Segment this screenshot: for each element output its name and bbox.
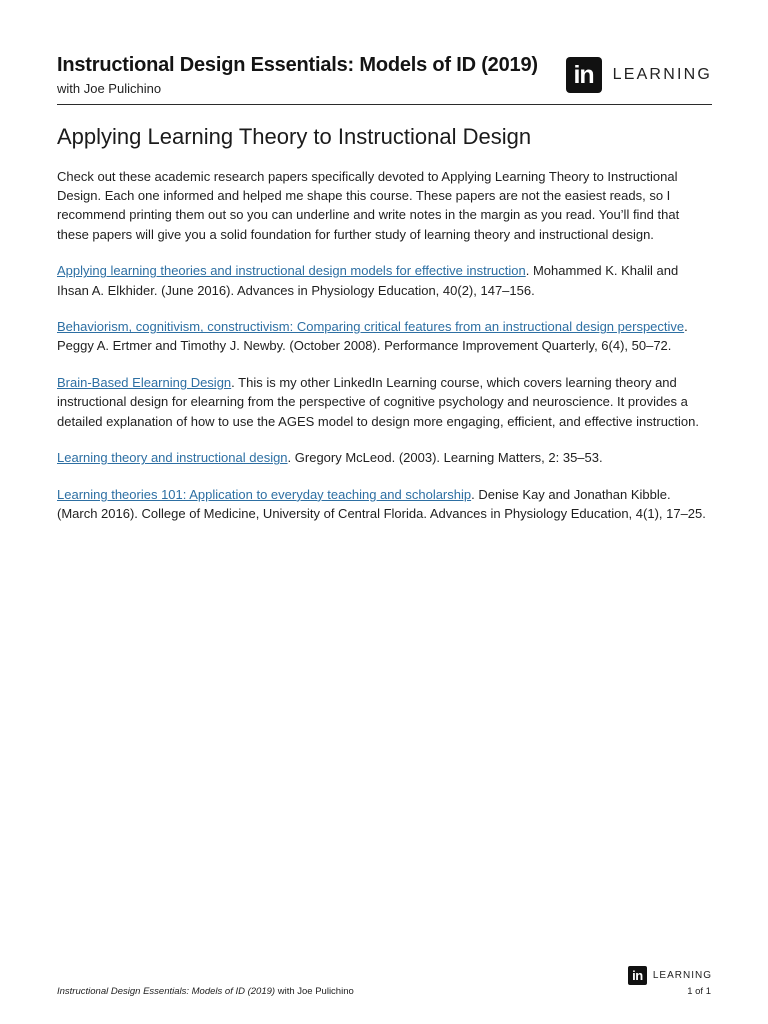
reference-item xyxy=(57,373,712,431)
page-number: 1 of 1 xyxy=(687,986,711,997)
section-title: Applying Learning Theory to Instructional Design xyxy=(57,124,532,149)
reference-link[interactable]: Learning theories 101: Application to everyday teaching and scholarship xyxy=(57,486,472,502)
course-title: Instructional Design Essentials: Models of ID (2019) xyxy=(57,54,538,76)
reference-item xyxy=(57,261,712,299)
linkedin-in-icon: in xyxy=(628,966,647,985)
reference-text: . Denise Kay and Jonathan Kibble. (March 2016). College of Medicine, University of Central Florida. Advances in Physiology Education, 4(1), 17–25. xyxy=(57,486,706,522)
intro-paragraph: Check out these academic research papers specifically devoted to Applying Learning Theory to Instructional Design. Each one informed and helped me shape this course. These papers are not the easiest reads, so I recommend printing them out so you can underline and write notes in the margin as you read. You’ll find that these papers will give you a solid foundation for further study of learning theory and instructional design. xyxy=(57,169,680,242)
reference-link[interactable]: Learning theory and instructional design xyxy=(57,450,288,466)
reference-item xyxy=(57,485,712,523)
reference-link[interactable]: Behaviorism, cognitivism, constructivism: Comparing critical features from an instructional design perspective xyxy=(57,319,685,335)
reference-link[interactable]: Brain-Based Elearning Design xyxy=(57,375,232,391)
document-header xyxy=(57,54,712,105)
reference-text: . Mohammed K. Khalil and Ihsan A. Elkhider. (June 2016). Advances in Physiology Education, 40(2), 147–156. xyxy=(57,263,679,298)
reference-text: . This is my other LinkedIn Learning course, which covers learning theory and instructional design for elearning from the perspective of cognitive psychology and neuroscience. It provides a detailed explanation of how to use the AGES model to design more engaging, efficient, and effective instruction. xyxy=(57,375,699,429)
footer-course-info xyxy=(57,986,354,997)
logo-wordmark: LEARNING xyxy=(612,66,712,83)
reference-link[interactable]: Applying learning theories and instructional design models for effective instruction xyxy=(57,263,526,279)
reference-text: . Peggy A. Ertmer and Timothy J. Newby. (October 2008). Performance Improvement Quarterly, 6(4), 50–72. xyxy=(57,319,688,354)
reference-text: . Gregory McLeod. (2003). Learning Matters, 2: 35–53. xyxy=(287,450,603,466)
footer-logo xyxy=(628,966,712,985)
footer-logo-wordmark: LEARNING xyxy=(652,970,712,981)
reference-item xyxy=(57,317,712,355)
reference-item xyxy=(57,448,712,467)
linkedin-in-icon: in xyxy=(566,57,602,93)
footer-byline: with Joe Pulichino xyxy=(275,986,354,997)
footer-course-title: Instructional Design Essentials: Models of ID (2019) xyxy=(57,986,276,997)
linkedin-learning-logo xyxy=(566,57,712,93)
author-byline: with Joe Pulichino xyxy=(57,81,162,96)
document-body xyxy=(57,167,712,541)
